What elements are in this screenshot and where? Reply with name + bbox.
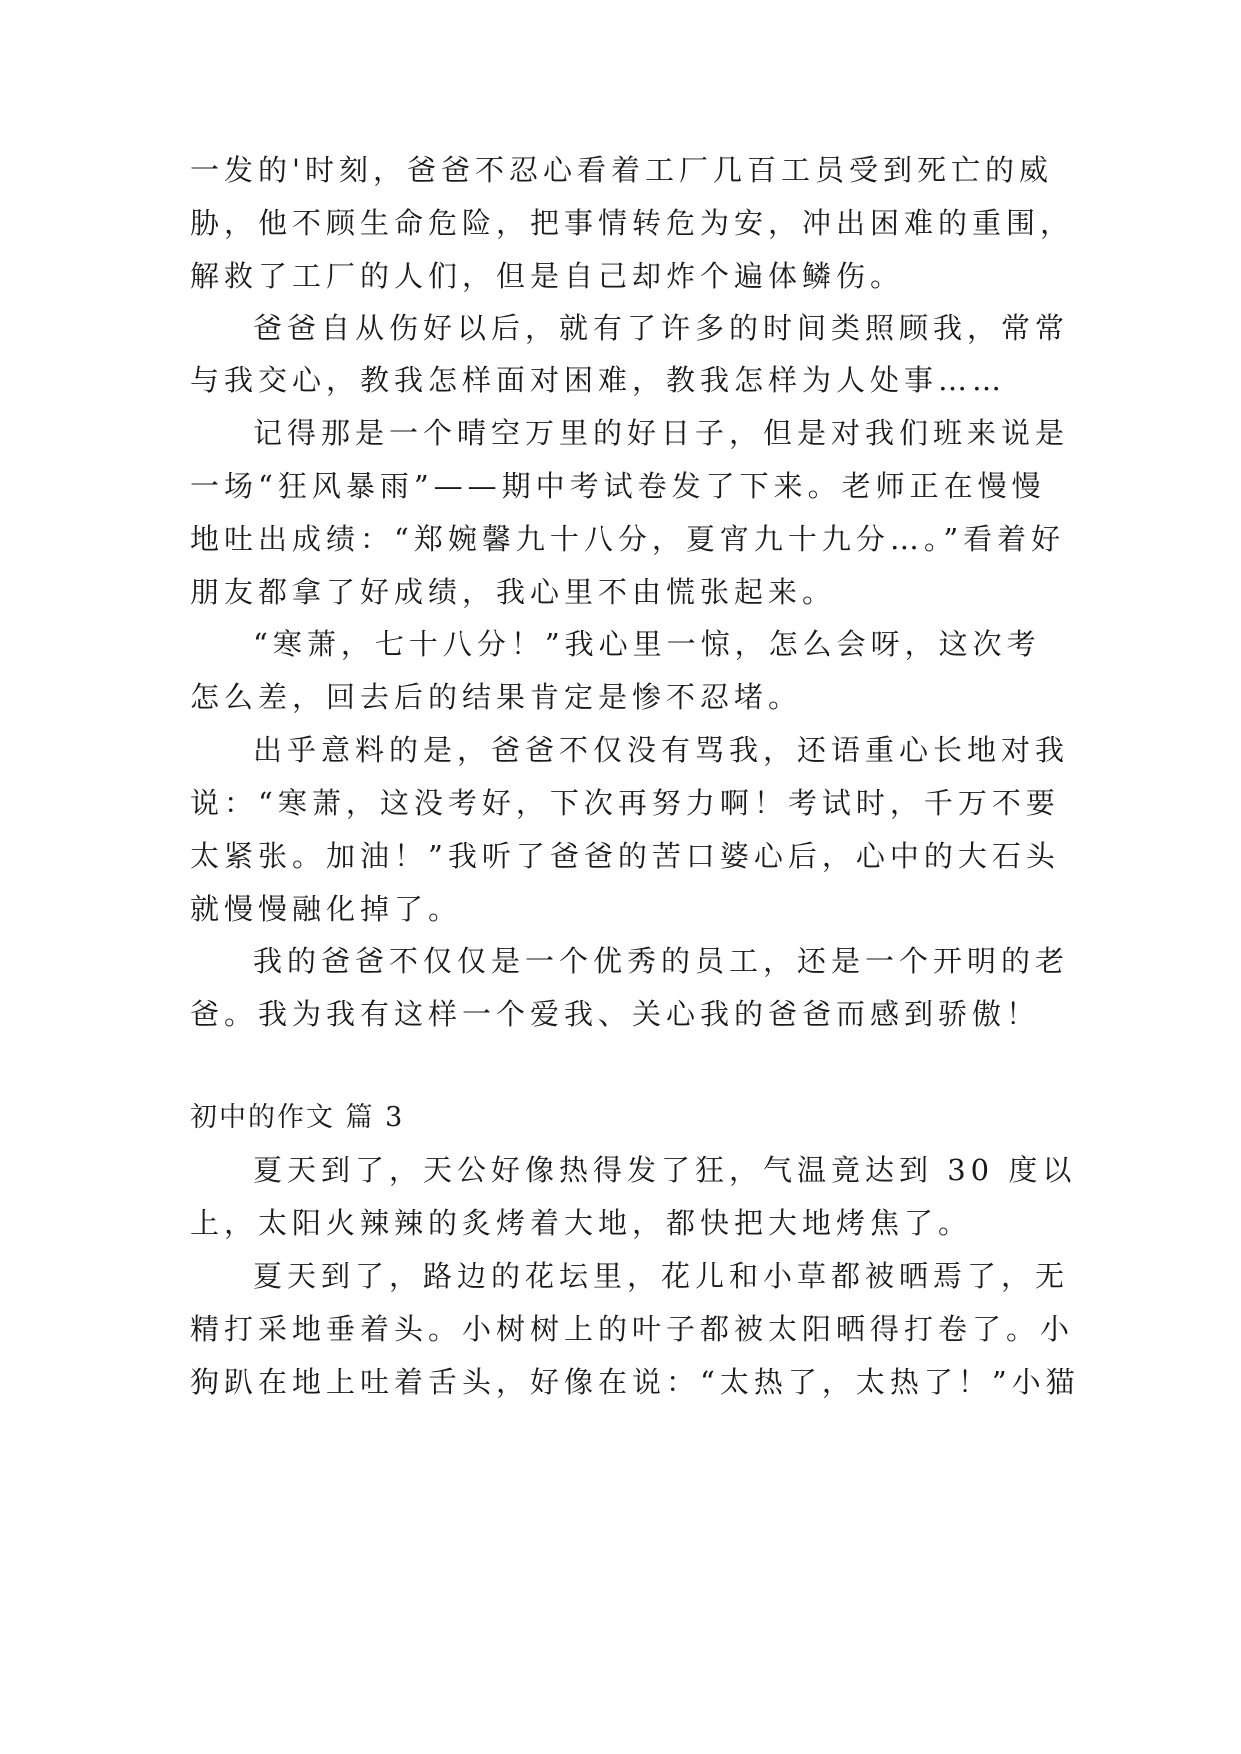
paragraph-first-line: 夏天到了，路边的花坛里，花儿和小草都被晒焉了，无 [253, 1259, 1070, 1293]
body-text-line: 解救了工厂的人们，但是自己却炸个遍体鳞伤。 [190, 259, 905, 293]
body-text-line: 一发的'时刻，爸爸不忍心看着工厂几百工员受到死亡的威 [190, 153, 1053, 187]
paragraph-first-line: 夏天到了，天公好像热得发了狂，气温竟达到 30 度以 [253, 1153, 1077, 1187]
body-text-line: 爸。我为我有这样一个爱我、关心我的爸爸而感到骄傲！ [190, 997, 1041, 1031]
body-text-line: 胁，他不顾生命危险，把事情转危为安，冲出困难的重围， [190, 206, 1075, 240]
section-heading: 初中的作文 篇 3 [190, 1102, 405, 1133]
paragraph-first-line: 出乎意料的是，爸爸不仅没有骂我，还语重心长地对我 [253, 733, 1070, 767]
paragraph-first-line: 爸爸自从伤好以后，就有了许多的时间类照顾我，常常 [253, 311, 1070, 345]
body-text-line: 狗趴在地上吐着舌头，好像在说：“太热了，太热了！”小猫 [190, 1365, 1080, 1399]
body-text-line: 太紧张。加油！”我听了爸爸的苦口婆心后，心中的大石头 [190, 839, 1060, 873]
body-text-line: 一场“狂风暴雨”——期中考试卷发了下来。老师正在慢慢 [190, 469, 1046, 503]
body-text-line: 说：“寒萧，这没考好，下次再努力啊！考试时，千万不要 [190, 786, 1060, 820]
body-text-line: 精打采地垂着头。小树树上的叶子都被太阳晒得打卷了。小 [190, 1312, 1075, 1346]
body-text-line: 怎么差，回去后的结果肯定是惨不忍堵。 [190, 680, 803, 714]
body-text-line: 地吐出成绩：“郑婉馨九十八分，夏宵九十九分…。”看着好 [190, 522, 1066, 556]
paragraph-first-line: 记得那是一个晴空万里的好日子，但是对我们班来说是 [253, 416, 1070, 450]
body-text-line: 与我交心，教我怎样面对困难，教我怎样为人处事…… [190, 363, 1007, 397]
paragraph-first-line: “寒萧，七十八分！”我心里一惊，怎么会呀，这次考 [253, 627, 1041, 661]
paragraph-first-line: 我的爸爸不仅仅是一个优秀的员工，还是一个开明的老 [253, 944, 1070, 978]
body-text-line: 上，太阳火辣辣的炙烤着大地，都快把大地烤焦了。 [190, 1206, 973, 1240]
body-text-line: 朋友都拿了好成绩，我心里不由慌张起来。 [190, 575, 837, 609]
body-text-line: 就慢慢融化掉了。 [190, 892, 463, 926]
